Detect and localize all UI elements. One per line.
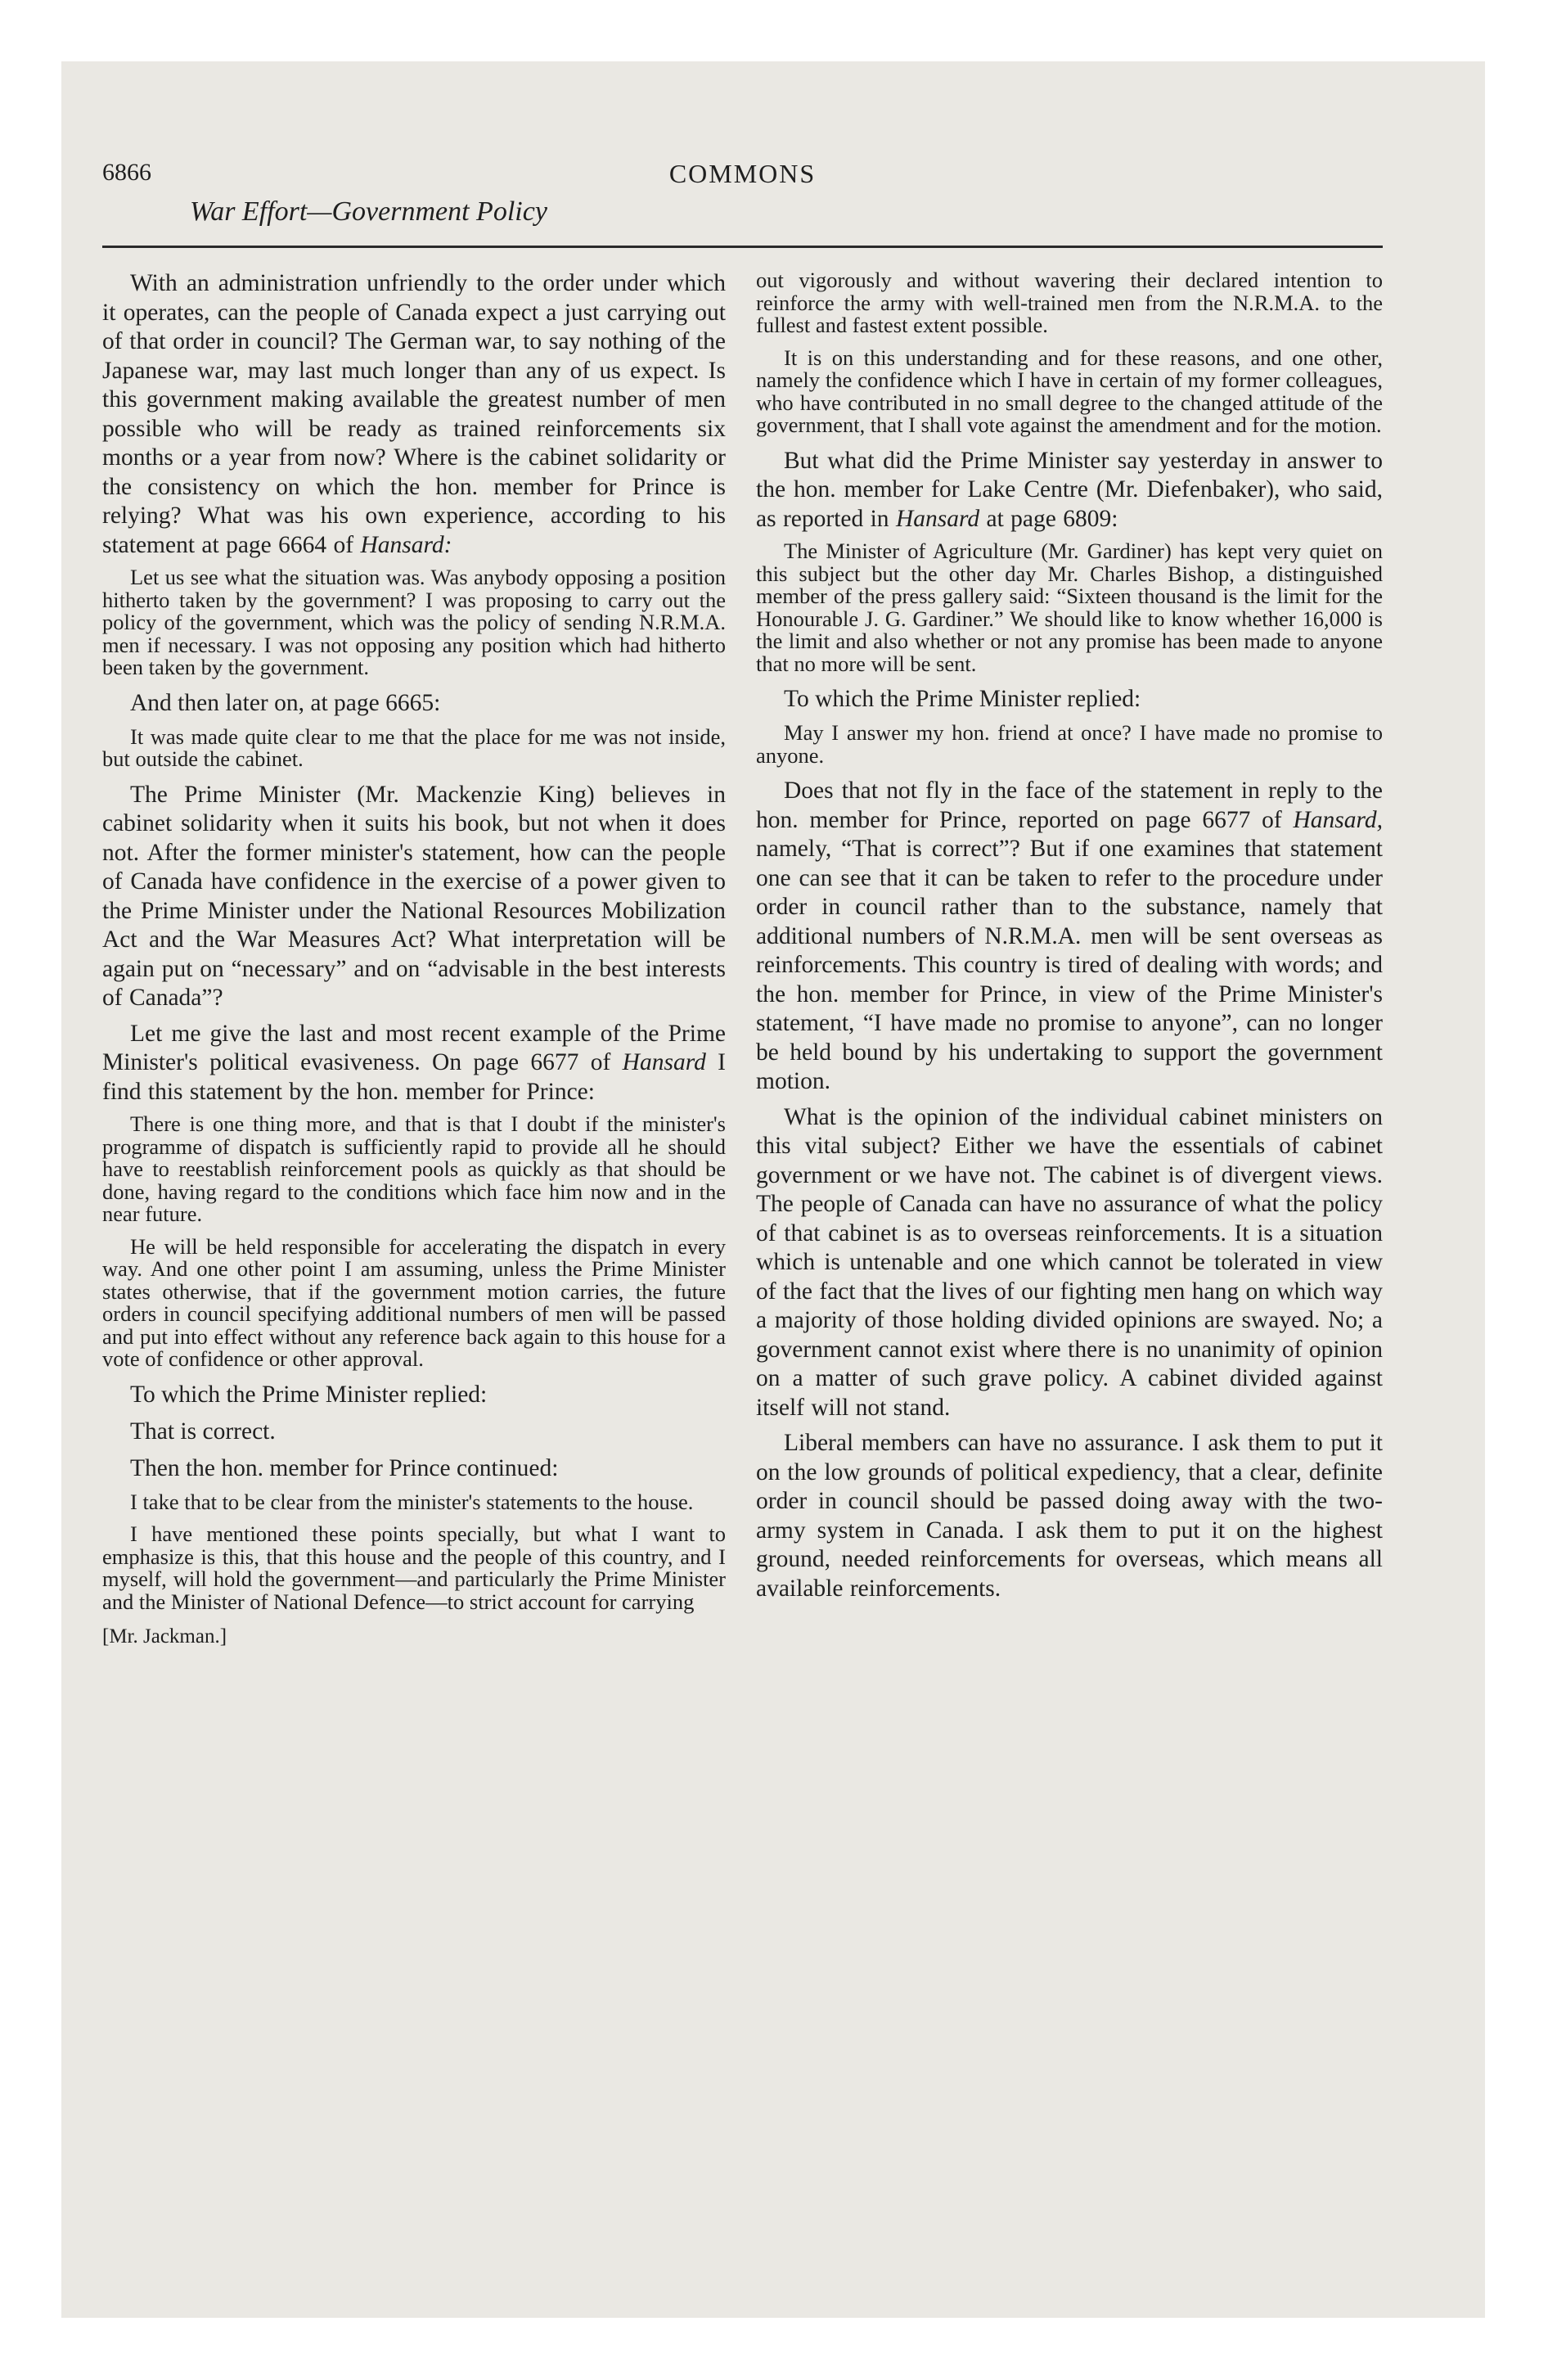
paragraph-text: But what did the Prime Minister say yesterday in answer to the hon. member for Lake Centre (Mr. Diefenbaker), who said, as reported in bbox=[756, 447, 1383, 532]
quotation: out vigorously and without wavering their declared intention to reinforce the army with well-trained men from the N.R.M.A. to the fullest and fastest extent possible. bbox=[756, 268, 1383, 337]
quotation: The Minister of Agriculture (Mr. Gardiner) has kept very quiet on this subject but the other day Mr. Charles Bishop, a distinguished member of the press gallery said: “Sixteen thousand is the limit for the Honourable J. G. Gardiner.” We should like to know whether 16,000 is the limit and also whether or not any promise has been made to anyone that no more will be sent. bbox=[756, 539, 1383, 676]
paragraph-text: Does that not fly in the face of the statement in reply to the hon. member for Prince, reported on page 6677 of bbox=[756, 778, 1383, 833]
paragraph: The Prime Minister (Mr. Mackenzie King) believes in cabinet solidarity when it suits his book, but not when it does not. After the former minister's statement, how can the people of Canada have confidence in the exercise of a power given to the Prime Minister under the National Resources Mobilization Act and the War Measures Act? What interpretation will be again put on “necessary” and on “advisable in the best interests of Canada”? bbox=[102, 781, 726, 1011]
quotation: He will be held responsible for accelerating the dispatch in every way. And one other point I am assuming, unless the Prime Minister states otherwise, that if the government motion carries, the future orders in council specifying additional numbers of men will be passed and put into effect without any reference back again to this house for a vote of confidence or other approval. bbox=[102, 1233, 726, 1371]
quotation: Let us see what the situation was. Was anybody opposing a position hitherto taken by the government? I was proposing to carry out the policy of the government, which was the policy of sending N.R.M.A. men if necessary. I was not opposing any position which had hitherto been taken by the government. bbox=[102, 565, 726, 679]
text-columns bbox=[102, 269, 1383, 1649]
running-title: War Effort—Government Policy bbox=[190, 196, 547, 227]
paragraph: To which the Prime Minister replied: bbox=[784, 686, 1141, 712]
quotation: It is on this understanding and for these reasons, and one other, namely the confidence which I have in certain of my former colleagues, who have contributed in no small degree to the changed attitude of the government, that I shall vote against the amendment and for the motion. bbox=[756, 345, 1383, 437]
paragraph-text: With an administration unfriendly to the order under which it operates, can the people of Canada expect a just carrying out of that order in council? The German war, to say nothing of the Japanese war, may last much longer than any of us expect. Is this government making available the greatest number of men possible who will be ready as trained reinforcements six months or a year from now? Where is the cabinet solidarity or the consistency on which the hon. member for Prince is relying? What was his own experience, according to his statement at page 6664 of bbox=[102, 270, 726, 558]
quotation: It was made quite clear to me that the place for me was not inside, but outside the cabinet. bbox=[102, 723, 726, 771]
page-number: 6866 bbox=[102, 159, 151, 186]
paragraph bbox=[102, 1020, 726, 1107]
quotation: I take that to be clear from the minister's statements to the house. bbox=[130, 1489, 694, 1514]
paragraph bbox=[102, 269, 726, 560]
hansard-reference: Hansard: bbox=[360, 531, 452, 558]
paragraph: To which the Prime Minister replied: bbox=[130, 1381, 488, 1408]
paragraph-text: at page 6809: bbox=[986, 505, 1118, 532]
paragraph-text: namely, “That is correct”? But if one examines that statement one can see that it can be taken to refer to the procedure under order in council rather than to the substance, namely that additional numbers of N.R.M.A. men will be sent overseas as reinforcements. This country is tired of dealing with words; and the hon. member for Prince, in view of the Prime Minister's statement, “I have made no promise to anyone”, can no longer be held bound by his undertaking to support the government motion. bbox=[756, 836, 1383, 1094]
right-column bbox=[756, 269, 1383, 1649]
left-column bbox=[102, 269, 726, 1649]
page-header bbox=[102, 156, 1383, 248]
quotation: I have mentioned these points specially, but what I want to emphasize is this, that this house and the people of this country, and I myself, will hold the government—and particularly the Prime Minister and the Minister of National Defence—to strict account for carrying bbox=[102, 1521, 726, 1614]
paragraph bbox=[756, 777, 1383, 1097]
quotation: May I answer my hon. friend at once? I have made no promise to anyone. bbox=[756, 720, 1383, 768]
paragraph: What is the opinion of the individual cabinet ministers on this vital subject? Either we have the essentials of cabinet government or we have not. The cabinet is of divergent views. The people of Canada can have no assurance of what the policy of that cabinet is as to overseas reinforcements. It is a situation which is untenable and one which cannot be tolerated in view of the fact that the lives of our fighting men hang on which way a majority of those holding divided opinions are swayed. No; a government cannot exist where there is no unanimity of opinion on a matter of such grave policy. A cabinet divided against itself will not stand. bbox=[756, 1103, 1383, 1421]
hansard-reference: Hansard bbox=[895, 505, 980, 532]
paragraph bbox=[756, 447, 1383, 534]
speaker-attribution: [Mr. Jackman.] bbox=[102, 1625, 227, 1648]
hansard-page bbox=[102, 156, 1383, 1649]
hansard-reference: Hansard, bbox=[1293, 806, 1383, 833]
paragraph: Liberal members can have no assurance. I ask them to put it on the low grounds of political expediency, that a clear, definite order in council should be passed doing away with the two-army system in Canada. I ask them to put it on the highest ground, needed reinforcements for overseas, which means all available reinforcements. bbox=[756, 1430, 1383, 1602]
paragraph: Then the hon. member for Prince continued: bbox=[130, 1454, 559, 1481]
reply: That is correct. bbox=[130, 1418, 276, 1445]
paragraph: And then later on, at page 6665: bbox=[130, 689, 441, 716]
paragraph-text: I find this statement by the hon. member for Prince: bbox=[102, 1049, 726, 1105]
paragraph-text: Let me give the last and most recent example of the Prime Minister's political evasiveness. On page 6677 of bbox=[102, 1020, 726, 1075]
hansard-reference: Hansard bbox=[622, 1049, 706, 1075]
quotation: There is one thing more, and that is that I doubt if the minister's programme of dispatch is sufficiently rapid to provide all he should have to reestablish reinforcement pools as quickly as that should be done, having regard to the conditions which face him now and in the near future. bbox=[102, 1111, 726, 1226]
house-title: COMMONS bbox=[668, 159, 817, 188]
